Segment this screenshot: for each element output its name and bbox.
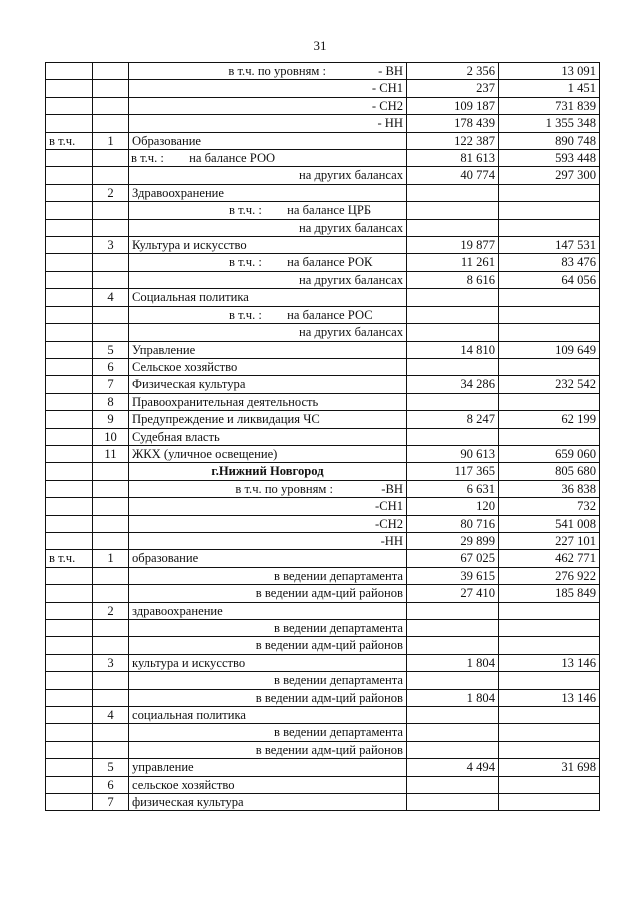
row-label <box>129 515 407 532</box>
row-number <box>93 63 129 80</box>
table-row <box>46 654 600 671</box>
row-group-label <box>46 358 93 375</box>
value-col-1: 29 899 <box>407 532 499 549</box>
row-group-label <box>46 724 93 741</box>
row-number: 2 <box>93 602 129 619</box>
row-number: 10 <box>93 428 129 445</box>
value-col-2: 731 839 <box>499 97 600 114</box>
row-number <box>93 498 129 515</box>
table-row <box>46 480 600 497</box>
row-group-label <box>46 741 93 758</box>
row-group-label <box>46 393 93 410</box>
table-row <box>46 324 600 341</box>
table-row <box>46 445 600 462</box>
value-col-1 <box>407 184 499 201</box>
value-col-2: 232 542 <box>499 376 600 393</box>
table-row <box>46 567 600 584</box>
value-col-1 <box>407 358 499 375</box>
row-group-label <box>46 306 93 323</box>
row-number: 7 <box>93 376 129 393</box>
row-label <box>129 532 407 549</box>
value-col-1: 27 410 <box>407 585 499 602</box>
row-label: в ведении адм-ций районов <box>129 689 407 706</box>
row-group-label <box>46 532 93 549</box>
table-row <box>46 585 600 602</box>
value-col-2 <box>499 324 600 341</box>
value-col-1: 6 631 <box>407 480 499 497</box>
table-row <box>46 254 600 271</box>
row-label: на других балансах <box>129 271 407 288</box>
table-row <box>46 271 600 288</box>
row-group-label <box>46 237 93 254</box>
table-row <box>46 115 600 132</box>
row-label: Образование <box>129 132 407 149</box>
row-label: в т.ч. : на балансе РОК <box>129 254 407 271</box>
page-number: 31 <box>313 38 327 53</box>
row-number: 6 <box>93 776 129 793</box>
row-group-label <box>46 184 93 201</box>
value-col-1 <box>407 672 499 689</box>
value-col-1: 120 <box>407 498 499 515</box>
row-number: 3 <box>93 237 129 254</box>
row-number <box>93 150 129 167</box>
table-row <box>46 341 600 358</box>
table-row <box>46 358 600 375</box>
row-group-label <box>46 637 93 654</box>
value-col-2: 297 300 <box>499 167 600 184</box>
value-col-1: 90 613 <box>407 445 499 462</box>
row-label: Управление <box>129 341 407 358</box>
row-number: 5 <box>93 341 129 358</box>
voltage-level-code: -ВН <box>381 481 403 496</box>
row-label: Правоохранительная деятельность <box>129 393 407 410</box>
row-label: физическая культура <box>129 794 407 811</box>
row-group-label <box>46 150 93 167</box>
row-group-label <box>46 672 93 689</box>
value-col-2: 1 355 348 <box>499 115 600 132</box>
value-col-1 <box>407 324 499 341</box>
table-row <box>46 498 600 515</box>
table-row <box>46 411 600 428</box>
value-col-2: 1 451 <box>499 80 600 97</box>
value-col-1: 2 356 <box>407 63 499 80</box>
row-label: Предупреждение и ликвидация ЧС <box>129 411 407 428</box>
value-col-1: 14 810 <box>407 341 499 358</box>
row-number <box>93 271 129 288</box>
row-number: 11 <box>93 445 129 462</box>
row-number: 6 <box>93 358 129 375</box>
row-group-label <box>46 219 93 236</box>
voltage-level-code: -СН2 <box>375 516 403 531</box>
value-col-2: 541 008 <box>499 515 600 532</box>
value-col-1 <box>407 219 499 236</box>
row-group-label <box>46 411 93 428</box>
row-group-label <box>46 567 93 584</box>
value-col-2 <box>499 672 600 689</box>
value-col-1: 19 877 <box>407 237 499 254</box>
value-col-1: 122 387 <box>407 132 499 149</box>
row-number <box>93 620 129 637</box>
row-label: социальная политика <box>129 707 407 724</box>
levels-prefix: в т.ч. по уровням : <box>235 481 333 496</box>
row-label: образование <box>129 550 407 567</box>
value-col-1: 39 615 <box>407 567 499 584</box>
row-group-label <box>46 498 93 515</box>
table-row <box>46 289 600 306</box>
value-col-1 <box>407 602 499 619</box>
row-group-label <box>46 776 93 793</box>
row-group-label <box>46 80 93 97</box>
row-number <box>93 672 129 689</box>
value-col-2 <box>499 741 600 758</box>
row-number <box>93 202 129 219</box>
row-label: здравоохранение <box>129 602 407 619</box>
voltage-level-code: - ВН <box>378 64 403 78</box>
row-group-label <box>46 463 93 480</box>
value-col-2: 659 060 <box>499 445 600 462</box>
levels-prefix: в т.ч. по уровням : <box>228 64 326 78</box>
table-row <box>46 794 600 811</box>
table-row <box>46 759 600 776</box>
table-row <box>46 80 600 97</box>
row-label: в ведении департамента <box>129 620 407 637</box>
row-label: на других балансах <box>129 324 407 341</box>
value-col-2 <box>499 289 600 306</box>
value-col-2 <box>499 707 600 724</box>
row-group-label <box>46 515 93 532</box>
value-col-1 <box>407 637 499 654</box>
value-col-1: 1 804 <box>407 689 499 706</box>
table-row <box>46 707 600 724</box>
value-col-1 <box>407 202 499 219</box>
row-number: 7 <box>93 794 129 811</box>
row-label: на других балансах <box>129 219 407 236</box>
row-number <box>93 254 129 271</box>
table-row <box>46 150 600 167</box>
row-label: Здравоохранение <box>129 184 407 201</box>
row-number: 5 <box>93 759 129 776</box>
value-col-1 <box>407 306 499 323</box>
row-label: сельское хозяйство <box>129 776 407 793</box>
value-col-2: 109 649 <box>499 341 600 358</box>
table-row <box>46 132 600 149</box>
row-number <box>93 324 129 341</box>
table-row <box>46 776 600 793</box>
row-number: 1 <box>93 550 129 567</box>
row-label: в ведении адм-ций районов <box>129 741 407 758</box>
table-row <box>46 63 600 80</box>
row-label: в т.ч. : на балансе РОО <box>129 150 407 167</box>
table-row <box>46 428 600 445</box>
value-col-2: 593 448 <box>499 150 600 167</box>
value-col-2 <box>499 794 600 811</box>
value-col-2: 62 199 <box>499 411 600 428</box>
value-col-1 <box>407 724 499 741</box>
row-label <box>129 498 407 515</box>
row-group-label <box>46 602 93 619</box>
table-row <box>46 184 600 201</box>
value-col-1: 109 187 <box>407 97 499 114</box>
value-col-2: 36 838 <box>499 480 600 497</box>
row-label: в ведении департамента <box>129 567 407 584</box>
table-row <box>46 463 600 480</box>
row-label: ЖКХ (уличное освещение) <box>129 445 407 462</box>
row-number: 3 <box>93 654 129 671</box>
row-group-label <box>46 445 93 462</box>
value-col-2 <box>499 306 600 323</box>
value-col-2 <box>499 637 600 654</box>
row-label: Физическая культура <box>129 376 407 393</box>
row-group-label <box>46 254 93 271</box>
value-col-1: 40 774 <box>407 167 499 184</box>
row-group-label <box>46 376 93 393</box>
value-col-2 <box>499 393 600 410</box>
row-label <box>129 115 407 132</box>
value-col-1: 8 616 <box>407 271 499 288</box>
row-label <box>129 63 407 80</box>
row-number <box>93 115 129 132</box>
table-row <box>46 620 600 637</box>
row-number <box>93 167 129 184</box>
row-number <box>93 515 129 532</box>
row-group-label: в т.ч. <box>46 550 93 567</box>
value-col-1: 237 <box>407 80 499 97</box>
row-label: в т.ч. : на балансе ЦРБ <box>129 202 407 219</box>
row-number: 4 <box>93 707 129 724</box>
table-row <box>46 393 600 410</box>
value-col-2: 147 531 <box>499 237 600 254</box>
row-number <box>93 80 129 97</box>
value-col-2 <box>499 428 600 445</box>
row-number: 2 <box>93 184 129 201</box>
value-col-2: 462 771 <box>499 550 600 567</box>
value-col-1: 81 613 <box>407 150 499 167</box>
voltage-level-code: - НН <box>377 116 403 131</box>
row-group-label <box>46 97 93 114</box>
table-row <box>46 219 600 236</box>
table-row <box>46 97 600 114</box>
table-row <box>46 602 600 619</box>
budget-table-body <box>46 63 600 811</box>
value-col-2: 31 698 <box>499 759 600 776</box>
value-col-2: 732 <box>499 498 600 515</box>
row-label: в т.ч. : на балансе РОС <box>129 306 407 323</box>
row-number <box>93 637 129 654</box>
value-col-1 <box>407 289 499 306</box>
value-col-2: 13 091 <box>499 63 600 80</box>
row-number <box>93 585 129 602</box>
value-col-2 <box>499 620 600 637</box>
value-col-1: 117 365 <box>407 463 499 480</box>
row-number <box>93 97 129 114</box>
value-col-2 <box>499 724 600 741</box>
row-label: в ведении адм-ций районов <box>129 585 407 602</box>
row-number <box>93 567 129 584</box>
table-row <box>46 637 600 654</box>
row-group-label <box>46 271 93 288</box>
row-label <box>129 480 407 497</box>
value-col-1: 8 247 <box>407 411 499 428</box>
value-col-1 <box>407 428 499 445</box>
value-col-1 <box>407 707 499 724</box>
row-group-label <box>46 324 93 341</box>
value-col-1 <box>407 741 499 758</box>
value-col-1 <box>407 776 499 793</box>
value-col-2: 805 680 <box>499 463 600 480</box>
voltage-level-code: - СН1 <box>371 81 403 96</box>
table-row <box>46 167 600 184</box>
voltage-level-code: -СН1 <box>375 499 403 514</box>
table-row <box>46 724 600 741</box>
table-row <box>46 689 600 706</box>
row-number: 4 <box>93 289 129 306</box>
row-group-label <box>46 341 93 358</box>
row-label: в ведении адм-ций районов <box>129 637 407 654</box>
row-group-label <box>46 689 93 706</box>
value-col-1: 178 439 <box>407 115 499 132</box>
value-col-2: 890 748 <box>499 132 600 149</box>
row-group-label <box>46 115 93 132</box>
value-col-2 <box>499 776 600 793</box>
table-row <box>46 550 600 567</box>
row-group-label <box>46 428 93 445</box>
value-col-2 <box>499 202 600 219</box>
row-number <box>93 463 129 480</box>
value-col-1: 80 716 <box>407 515 499 532</box>
value-col-2 <box>499 602 600 619</box>
row-group-label <box>46 167 93 184</box>
row-number <box>93 689 129 706</box>
row-number: 9 <box>93 411 129 428</box>
budget-table <box>45 62 600 811</box>
row-label: Судебная власть <box>129 428 407 445</box>
value-col-2 <box>499 184 600 201</box>
row-group-label <box>46 794 93 811</box>
voltage-level-code: -НН <box>380 533 403 548</box>
table-row <box>46 376 600 393</box>
row-number <box>93 480 129 497</box>
voltage-level-code: - СН2 <box>371 98 403 113</box>
row-label <box>129 80 407 97</box>
row-label: Культура и искусство <box>129 237 407 254</box>
value-col-2: 64 056 <box>499 271 600 288</box>
row-label <box>129 97 407 114</box>
row-group-label <box>46 620 93 637</box>
row-number <box>93 306 129 323</box>
table-row <box>46 202 600 219</box>
table-row <box>46 741 600 758</box>
value-col-2: 83 476 <box>499 254 600 271</box>
row-number <box>93 741 129 758</box>
value-col-2 <box>499 219 600 236</box>
row-number: 8 <box>93 393 129 410</box>
value-col-1 <box>407 794 499 811</box>
row-label: Социальная политика <box>129 289 407 306</box>
value-col-1: 1 804 <box>407 654 499 671</box>
value-col-2: 276 922 <box>499 567 600 584</box>
value-col-1 <box>407 393 499 410</box>
row-group-label <box>46 480 93 497</box>
row-number: 1 <box>93 132 129 149</box>
row-label: культура и искусство <box>129 654 407 671</box>
row-group-label <box>46 759 93 776</box>
row-label: управление <box>129 759 407 776</box>
row-label: в ведении департамента <box>129 724 407 741</box>
row-label: в ведении департамента <box>129 672 407 689</box>
value-col-1: 11 261 <box>407 254 499 271</box>
row-group-label <box>46 654 93 671</box>
table-row <box>46 532 600 549</box>
row-number <box>93 532 129 549</box>
row-number <box>93 219 129 236</box>
row-label: г.Нижний Новгород <box>129 463 407 480</box>
row-group-label <box>46 707 93 724</box>
value-col-1: 34 286 <box>407 376 499 393</box>
value-col-2: 227 101 <box>499 532 600 549</box>
row-number <box>93 724 129 741</box>
row-group-label <box>46 289 93 306</box>
value-col-2: 13 146 <box>499 689 600 706</box>
row-group-label <box>46 63 93 80</box>
value-col-2 <box>499 358 600 375</box>
value-col-2: 13 146 <box>499 654 600 671</box>
value-col-1: 67 025 <box>407 550 499 567</box>
table-row <box>46 306 600 323</box>
value-col-1: 4 494 <box>407 759 499 776</box>
value-col-2: 185 849 <box>499 585 600 602</box>
value-col-1 <box>407 620 499 637</box>
table-row <box>46 672 600 689</box>
row-label: на других балансах <box>129 167 407 184</box>
row-group-label <box>46 202 93 219</box>
row-group-label <box>46 585 93 602</box>
table-row <box>46 515 600 532</box>
table-row <box>46 237 600 254</box>
row-group-label: в т.ч. <box>46 132 93 149</box>
row-label: Сельское хозяйство <box>129 358 407 375</box>
